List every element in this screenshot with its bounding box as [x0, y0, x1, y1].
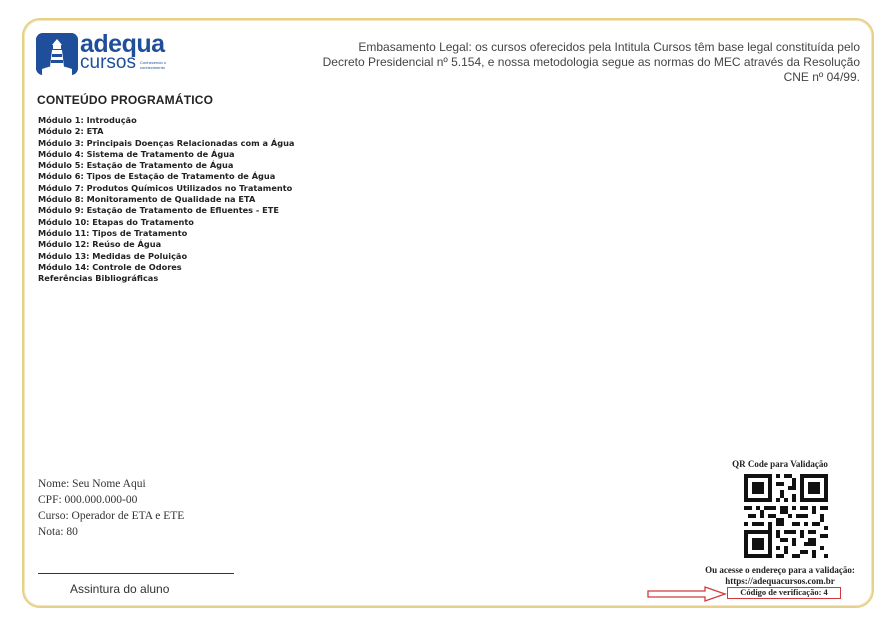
qr-code-icon[interactable] — [744, 474, 828, 558]
brand-name-bottom: cursos — [80, 52, 136, 73]
lighthouse-icon — [36, 33, 78, 75]
module-item: Módulo 10: Etapas do Tratamento — [38, 216, 194, 227]
module-item: Módulo 1: Introdução — [38, 115, 137, 125]
module-item: Módulo 11: Tipos de Tratamento — [38, 227, 188, 238]
student-grade: Nota: 80 — [38, 526, 78, 538]
validation-url-link[interactable]: https://adequacursos.com.br — [725, 576, 835, 586]
module-item: Módulo 13: Medidas de Poluição — [38, 250, 188, 261]
brand-logo — [36, 30, 176, 77]
module-item: Módulo 3: Principais Doenças Relacionadas com a Água — [38, 137, 295, 148]
module-item: Módulo 5: Estação de Tratamento de Água — [38, 160, 234, 171]
student-name: Nome: Seu Nome Aqui — [38, 478, 146, 490]
legal-basis-text: Embasamento Legal: os cursos oferecidos pela Intitula Cursos têm base legal constituída pelo Decreto Presidencial nº 5.154, e nossa metodologia segue as normas do MEC através da Resolução CNE nº 04/99. — [322, 40, 860, 84]
brand-tagline: Conhecendo o conhecimento — [140, 60, 167, 70]
arrow-right-icon — [647, 586, 727, 602]
module-item: Módulo 9: Estação de Tratamento de Efluentes - ETE — [38, 205, 279, 216]
validation-instruction: Ou acesse o endereço para a validação: — [705, 565, 855, 575]
signature-line — [38, 573, 234, 574]
signature-label: Assintura do aluno — [70, 582, 170, 596]
verification-code: Código de verificação: 4 — [727, 587, 841, 599]
module-item: Módulo 14: Controle de Odores — [38, 261, 182, 272]
module-list — [38, 115, 294, 284]
module-item: Módulo 12: Reúso de Água — [38, 239, 162, 250]
module-item: Módulo 2: ETA — [38, 126, 104, 137]
module-item: Módulo 6: Tipos de Estação de Tratamento de Água — [38, 171, 276, 182]
module-item: Módulo 8: Monitoramento de Qualidade na ETA — [38, 194, 256, 205]
student-course: Curso: Operador de ETA e ETE — [38, 510, 185, 522]
module-item: Referências Bibliográficas — [38, 273, 159, 284]
program-title: CONTEÚDO PROGRAMÁTICO — [37, 93, 214, 107]
student-cpf: CPF: 000.000.000-00 — [38, 494, 138, 506]
module-item: Módulo 7: Produtos Químicos Utilizados no Tratamento — [38, 182, 293, 193]
validation-info — [690, 565, 870, 587]
qr-title: QR Code para Validação — [732, 459, 828, 469]
brand-name-top: adequa — [80, 30, 165, 58]
module-item: Módulo 4: Sistema de Tratamento de Água — [38, 148, 235, 159]
student-info — [38, 476, 184, 540]
